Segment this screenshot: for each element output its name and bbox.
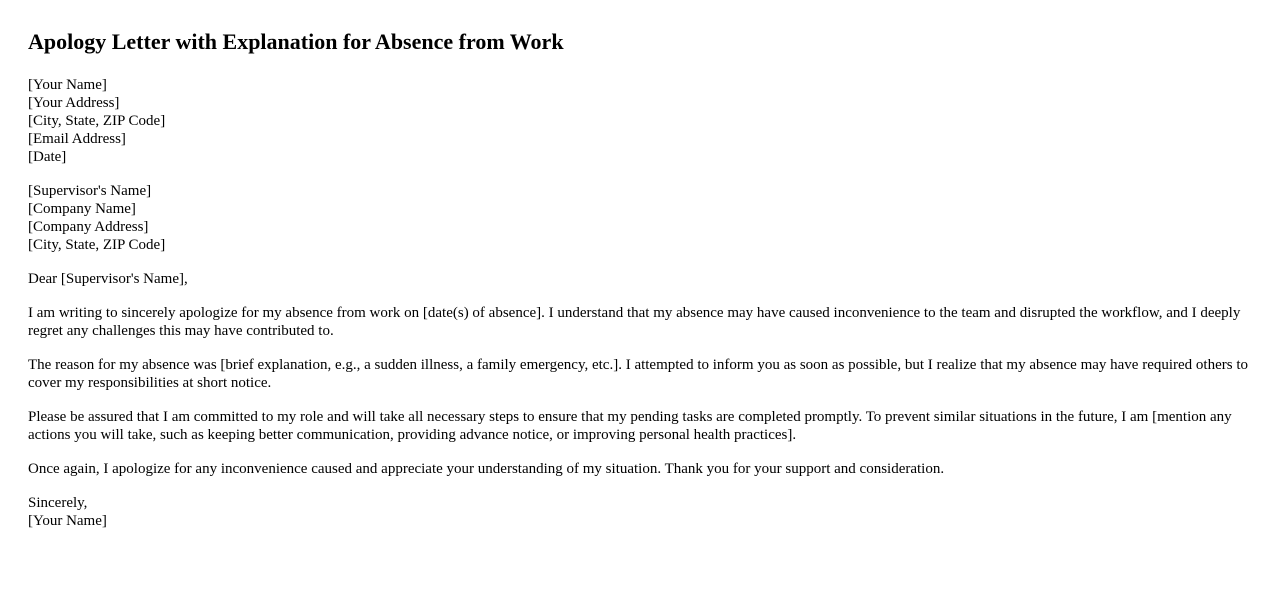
recipient-name: [Supervisor's Name] [28,183,152,199]
body-paragraph-apology: I am writing to sincerely apologize for my absence from work on [date(s) of absence]. I understand that my absence may have caused inconvenience to the team and disrupted the workflow, and I deeply regret any challenges this may have contributed to. [28,305,1241,339]
sender-city-state-zip: [City, State, ZIP Code] [28,113,166,129]
recipient-company-address: [Company Address] [28,219,149,235]
body-paragraph-closing-remarks: Once again, I apologize for any inconvenience caused and appreciate your understanding of my situation. Thank you for your support and consideration. [28,461,945,477]
body-paragraph-commitment: Please be assured that I am committed to my role and will take all necessary steps to ensure that my pending tasks are completed promptly. To prevent similar situations in the future, I am [mention any actions you will take, such as keeping better communication, providing advance notice, or improving personal health practices]. [28,409,1232,443]
closing: Sincerely, [28,495,88,511]
recipient-address-block [28,182,1250,254]
recipient-company: [Company Name] [28,201,136,217]
sender-address-block [28,76,1250,166]
sender-email: [Email Address] [28,131,126,147]
letter-date: [Date] [28,149,67,165]
body-paragraph-reason: The reason for my absence was [brief explanation, e.g., a sudden illness, a family emergency, etc.]. I attempted to inform you as soon as possible, but I realize that my absence may have required others to cover my responsibilities at short notice. [28,357,1249,391]
recipient-city-state-zip: [City, State, ZIP Code] [28,237,166,253]
sender-name: [Your Name] [28,77,107,93]
sender-address: [Your Address] [28,95,120,111]
letter-title: Apology Letter with Explanation for Absence from Work [28,29,564,54]
signature-block [28,494,1250,530]
signature-name: [Your Name] [28,513,107,529]
salutation: Dear [Supervisor's Name], [28,271,188,287]
